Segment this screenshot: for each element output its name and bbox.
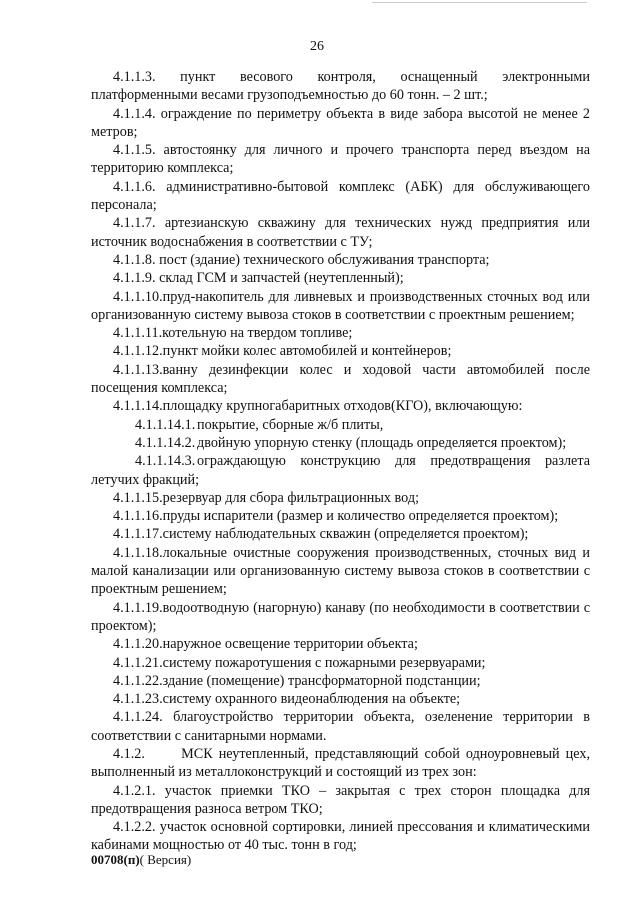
document-code: 00708(п) <box>91 852 140 867</box>
item-number: 4.1.1.20. <box>113 636 163 653</box>
item-number: 4.1.1.4. <box>113 105 156 122</box>
list-item <box>91 745 590 782</box>
item-number: 4.1.1.18. <box>113 544 163 561</box>
item-number: 4.1.1.14.2. <box>135 434 196 451</box>
list-item <box>91 599 590 636</box>
item-number: 4.1.1.12. <box>113 343 163 360</box>
item-text: ограждение по периметру объекта в виде забора высотой не менее 2 метров; <box>91 105 590 140</box>
page-number: 26 <box>310 39 324 54</box>
list-item <box>91 361 590 398</box>
list-item <box>91 544 590 599</box>
item-number: 4.1.1.16. <box>113 508 163 525</box>
list-item <box>91 672 590 690</box>
item-number: 4.1.2.2. <box>113 819 156 836</box>
item-number: 4.1.1.22. <box>113 672 163 689</box>
item-text: наружное освещение территории объекта; <box>162 636 418 653</box>
list-item <box>91 434 590 452</box>
item-text: административно-бытовой комплекс (АБК) для обслуживающего персонала; <box>91 178 590 214</box>
item-text: участок приемки ТКО – закрытая с трех сторон площадка для предотвращения разноса ветром ТКО; <box>91 782 590 817</box>
list-item <box>91 782 590 819</box>
item-number: 4.1.1.14. <box>113 398 163 415</box>
item-text: пункт весового контроля, оснащенный электронными платформенными весами грузоподъемностью до 60 тонн. – 2 шт.; <box>91 69 590 104</box>
item-number: 4.1.2. <box>113 745 145 762</box>
list-item <box>91 141 590 178</box>
item-number: 4.1.1.23. <box>113 691 163 708</box>
document-footer <box>91 852 191 868</box>
list-item <box>91 288 590 325</box>
item-text: котельную на твердом топливе; <box>162 325 353 342</box>
item-number: 4.1.1.21. <box>113 654 163 671</box>
item-text: участок основной сортировки, линией прессования и климатическими кабинами мощностью от 40 тыс. тонн в год; <box>91 819 591 854</box>
item-text: локальные очистные сооружения производственных, сточных вид и малой канализации или организованную систему вывоза стоков в соответствии с проектным решением; <box>91 544 590 598</box>
list-item <box>91 489 590 507</box>
item-text: артезианскую скважину для технических нужд предприятия или источник водоснабжения в соответствии с ТУ; <box>91 215 590 250</box>
list-item <box>91 342 590 360</box>
item-number: 4.1.1.17. <box>113 526 163 543</box>
list-item <box>91 251 590 269</box>
item-number: 4.1.1.14.3. <box>135 453 196 470</box>
item-number: 4.1.1.6. <box>113 178 156 195</box>
list-item <box>91 525 590 543</box>
item-text: водоотводную (нагорную) канаву (по необходимости в соответствии с проектом); <box>91 599 590 634</box>
item-text: благоустройство территории объекта, озеленение территории в соответствии с санитарными нормами. <box>91 709 591 744</box>
item-text: склад ГСМ и запчастей (неутепленный); <box>159 270 404 287</box>
item-number: 4.1.1.14.1. <box>135 416 196 433</box>
list-item <box>91 397 590 415</box>
list-item <box>91 708 590 745</box>
item-number: 4.1.1.9. <box>113 270 156 287</box>
item-number: 4.1.1.5. <box>113 142 156 159</box>
item-number: 4.1.1.10. <box>113 288 163 305</box>
item-text: пост (здание) технического обслуживания транспорта; <box>159 251 490 268</box>
list-item <box>91 416 590 434</box>
item-number: 4.1.1.13. <box>113 361 163 378</box>
item-text: пруд-накопитель для ливневых и производственных сточных вод или организованную систему вывоза стоков в соответствии с проектным решением; <box>91 288 590 323</box>
item-text: систему пожаротушения с пожарными резервуарами; <box>162 654 486 671</box>
item-text: пруды испарители (размер и количество определяется проектом); <box>162 508 559 525</box>
item-text: МСК неутепленный, представляющий собой одноуровневый цех, выполненный из металлоконструкций и состоящий из трех зон: <box>91 745 591 781</box>
item-text: автостоянку для личного и прочего транспорта перед въездом на территорию комплекса; <box>91 142 591 177</box>
item-number: 4.1.1.15. <box>113 489 163 506</box>
item-text: систему охранного видеонаблюдения на объекте; <box>162 691 461 708</box>
list-item <box>91 214 590 251</box>
list-item <box>91 507 590 525</box>
item-text: систему наблюдательных скважин (определяется проектом); <box>162 526 529 543</box>
item-number: 4.1.1.3. <box>113 69 156 85</box>
list-item <box>91 690 590 708</box>
item-number: 4.1.1.8. <box>113 251 156 268</box>
item-text: пункт мойки колес автомобилей и контейнеров; <box>162 343 452 360</box>
item-number: 4.1.1.24. <box>113 709 163 726</box>
list-item <box>91 324 590 342</box>
scan-artifact <box>372 2 587 3</box>
item-text: двойную упорную стенку (площадь определяется проектом); <box>197 434 567 451</box>
list-item <box>91 452 590 489</box>
item-number: 4.1.1.7. <box>113 215 156 232</box>
item-text: покрытие, сборные ж/б плиты, <box>197 416 384 433</box>
item-number: 4.1.1.11. <box>113 325 163 342</box>
document-version: ( Версия) <box>139 852 192 867</box>
item-text: площадку крупногабаритных отходов(КГО), включающую: <box>162 398 523 415</box>
list-item <box>91 818 590 855</box>
list-item <box>91 269 590 287</box>
list-item <box>91 635 590 653</box>
list-item <box>91 654 590 672</box>
document-body <box>91 68 590 855</box>
item-number: 4.1.2.1. <box>113 782 156 799</box>
list-item <box>91 68 590 105</box>
item-text: ограждающую конструкцию для предотвращения разлета летучих фракций; <box>91 453 590 488</box>
item-text: резервуар для сбора фильтрационных вод; <box>162 489 420 506</box>
item-number: 4.1.1.19. <box>113 599 163 616</box>
list-item <box>91 178 590 215</box>
list-item <box>91 105 590 142</box>
item-text: здание (помещение) трансформаторной подстанции; <box>162 672 481 689</box>
item-text: ванну дезинфекции колес и ходовой части автомобилей после посещения комплекса; <box>91 361 590 397</box>
